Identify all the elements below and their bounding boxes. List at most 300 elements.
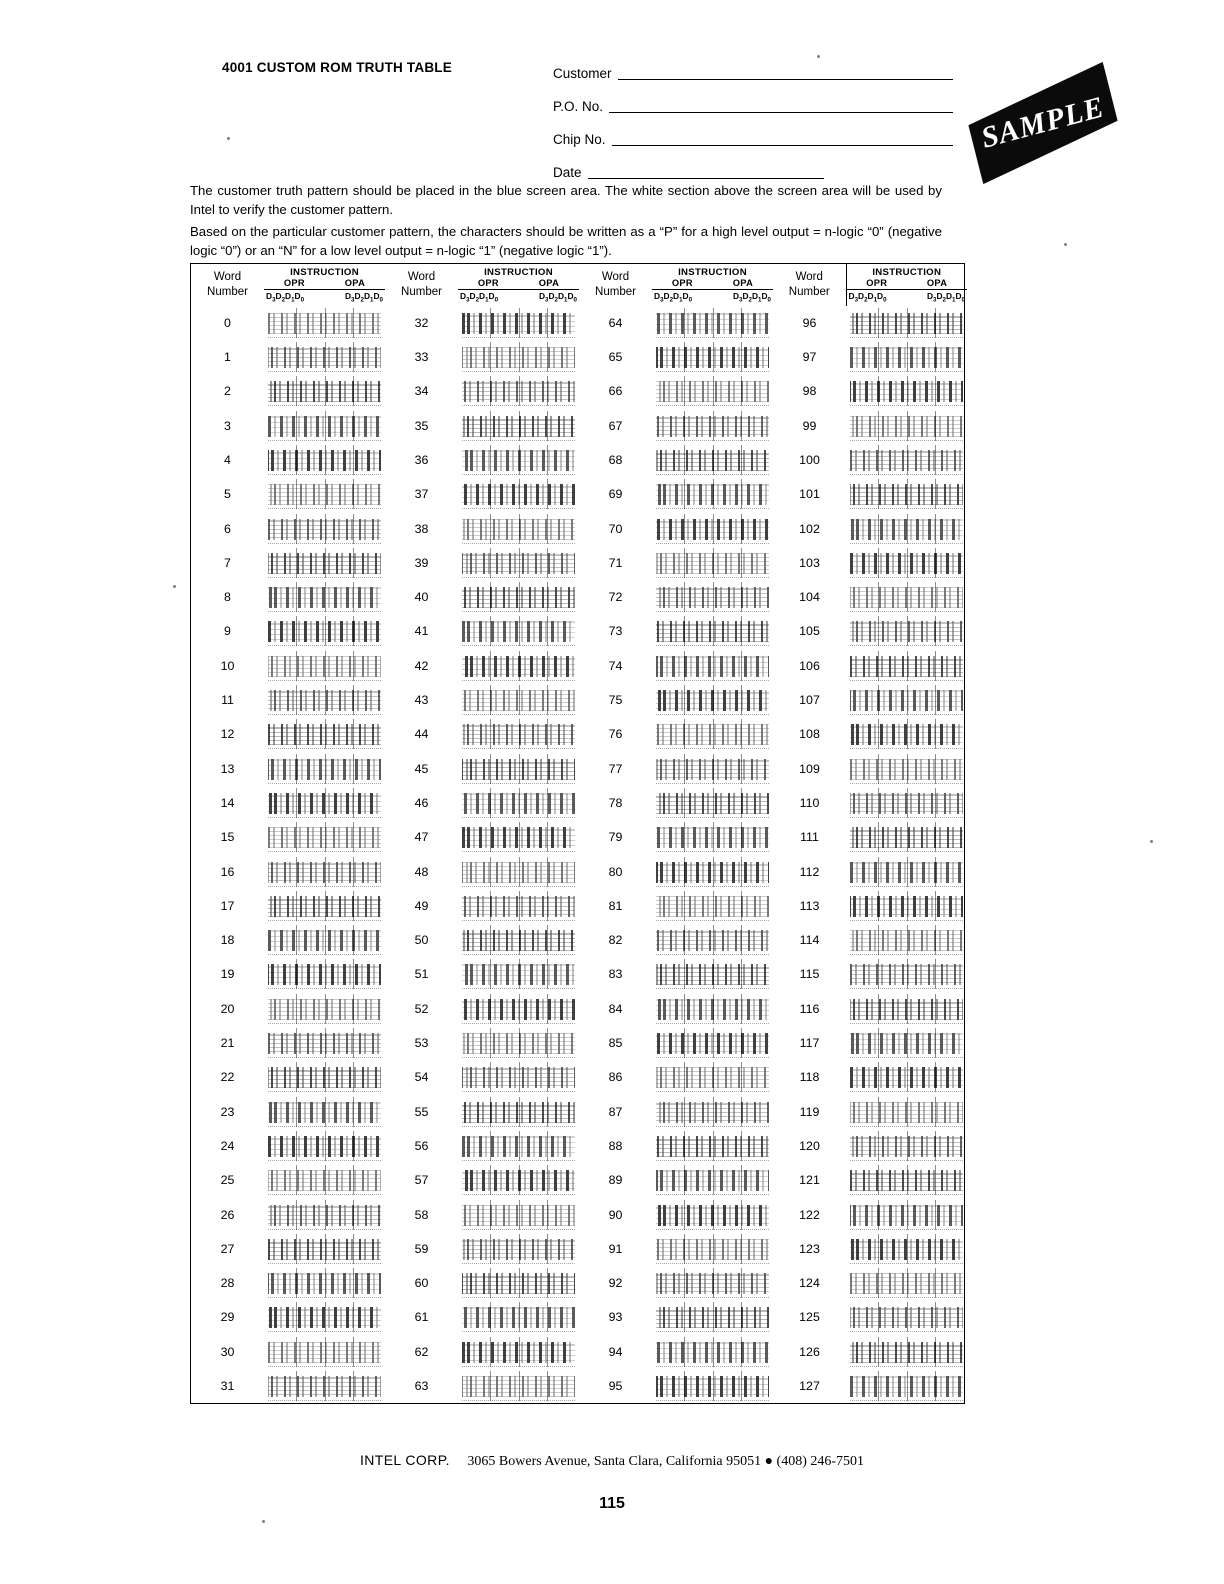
word-number-cell: 120 [799,1138,820,1153]
instruction-pattern-cell[interactable] [652,649,773,683]
instruction-pattern-cell[interactable] [264,1197,385,1231]
instruction-pattern-cell[interactable] [846,1163,967,1197]
instruction-pattern [268,822,381,852]
instruction-pattern-cell[interactable] [264,649,385,683]
instruction-pattern [850,445,963,475]
instruction-pattern-cell[interactable] [846,683,967,717]
table-row [191,1163,967,1197]
instruction-pattern [850,1062,963,1092]
instruction-pattern-cell[interactable] [458,889,579,923]
instruction-pattern-cell[interactable] [652,614,773,648]
word-number-cell: 49 [414,898,429,913]
word-number-cell: 95 [608,1379,623,1394]
word-number-cell: 121 [799,1173,820,1188]
word-number-cell: 122 [799,1207,820,1222]
sample-stamp [959,62,1126,184]
table-row [191,854,967,888]
instruction-pattern [656,616,769,646]
instruction-pattern-cell[interactable] [458,683,579,717]
instruction-pattern-cell[interactable] [652,546,773,580]
instruction-pattern [268,719,381,749]
instruction-pattern-cell[interactable] [652,340,773,374]
word-number-cell: 73 [608,624,623,639]
instruction-pattern [850,1234,963,1264]
instruction-pattern [850,342,963,372]
instruction-pattern [268,1131,381,1161]
instruction-pattern [462,822,575,852]
instruction-pattern [850,754,963,784]
word-number-cell: 71 [608,555,623,570]
instruction-pattern-cell[interactable] [846,820,967,854]
scan-speckle [173,585,176,588]
instruction-pattern-cell[interactable] [846,511,967,545]
scan-speckle [1150,840,1153,843]
word-number-cell: 88 [608,1138,623,1153]
instruction-pattern-cell[interactable] [264,992,385,1026]
instruction-pattern-cell[interactable] [846,546,967,580]
word-number-cell: 98 [802,384,817,399]
instruction-pattern-cell[interactable] [458,1232,579,1266]
word-number-cell: 60 [414,1276,429,1291]
word-number-cell: 39 [414,555,429,570]
instruction-pattern-cell[interactable] [264,374,385,408]
word-number-cell: 115 [799,967,820,982]
instruction-pattern [462,1062,575,1092]
table-row [191,1266,967,1300]
instruction-pattern [462,788,575,818]
column-header-instruction: INSTRUCTION OPR OPA $D_3D_2D_1D_0$ $D_3D_2D_1D_0$ [460,267,577,304]
word-number-cell: 1 [224,350,231,365]
instruction-pattern-cell[interactable] [264,409,385,443]
instruction-pattern [462,411,575,441]
instruction-pattern-cell[interactable] [846,889,967,923]
instruction-pattern-cell[interactable] [846,614,967,648]
instruction-pattern-cell[interactable] [846,340,967,374]
date-input-line[interactable] [588,165,824,179]
word-number-cell: 53 [414,1036,429,1051]
instruction-pattern [268,925,381,955]
instruction-pattern-cell[interactable] [264,306,385,340]
instruction-pattern [268,1062,381,1092]
instruction-pattern [850,411,963,441]
instruction-pattern [850,822,963,852]
word-number-cell: 63 [414,1379,429,1394]
instruction-pattern-cell[interactable] [264,1129,385,1163]
instruction-pattern [268,479,381,509]
instruction-pattern [268,891,381,921]
word-number-cell: 90 [608,1207,623,1222]
table-row [191,374,967,408]
word-number-cell: 27 [220,1241,235,1256]
instruction-pattern-cell[interactable] [652,752,773,786]
word-number-cell: 19 [220,967,235,982]
instruction-pattern-cell[interactable] [264,511,385,545]
instruction-pattern [462,342,575,372]
word-number-cell: 14 [220,795,235,810]
instruction-pattern-cell[interactable] [458,340,579,374]
word-number-cell: 113 [799,898,820,913]
instruction-paragraph-2: Based on the particular customer pattern, the characters should be written as a “P” for a high level output = n-logic “0” (negative logic “0”) or an “N” for a low level output = n-logic “1” (negative logic “1”). [190,224,942,258]
instruction-pattern [656,651,769,681]
instruction-pattern-cell[interactable] [846,1232,967,1266]
instruction-pattern [268,1371,381,1401]
table-row [191,1026,967,1060]
instruction-pattern-cell[interactable] [652,992,773,1026]
word-number-cell: 74 [608,658,623,673]
instruction-pattern [850,616,963,646]
instruction-pattern-cell[interactable] [264,717,385,751]
instruction-pattern-cell[interactable] [652,1232,773,1266]
instruction-pattern [268,548,381,578]
instruction-pattern [462,1200,575,1230]
instruction-pattern-cell[interactable] [846,854,967,888]
instruction-pattern-cell[interactable] [652,1335,773,1369]
instruction-pattern-cell[interactable] [652,683,773,717]
table-row [191,477,967,511]
instruction-pattern-cell[interactable] [652,854,773,888]
instruction-pattern [462,1131,575,1161]
instruction-pattern [656,1234,769,1264]
instruction-pattern-cell[interactable] [846,306,967,340]
word-number-cell: 43 [414,693,429,708]
table-row [191,752,967,786]
table-row [191,1095,967,1129]
scan-speckle [1064,243,1067,246]
instruction-pattern [850,1131,963,1161]
word-number-cell: 59 [414,1241,429,1256]
instruction-pattern [656,342,769,372]
word-number-cell: 58 [414,1207,429,1222]
instruction-pattern-cell[interactable] [846,1197,967,1231]
word-number-cell: 109 [799,761,820,776]
table-row [191,340,967,374]
instruction-pattern [656,857,769,887]
table-row [191,511,967,545]
customer-input-line[interactable] [618,66,953,80]
instruction-pattern [268,788,381,818]
instruction-pattern-cell[interactable] [458,546,579,580]
instruction-pattern [462,582,575,612]
scan-speckle [262,1520,265,1523]
instruction-pattern [268,651,381,681]
word-number-cell: 15 [220,830,235,845]
instruction-pattern-cell[interactable] [652,717,773,751]
word-number-cell: 100 [799,453,820,467]
instruction-pattern-cell[interactable] [652,1095,773,1129]
word-number-cell: 50 [414,933,429,948]
word-number-cell: 61 [414,1310,429,1325]
page-number: 115 [599,1495,625,1512]
instruction-pattern-cell[interactable] [264,580,385,614]
instruction-pattern-cell[interactable] [264,1335,385,1369]
instruction-pattern-cell[interactable] [264,546,385,580]
table-row [191,923,967,957]
instruction-pattern-cell[interactable] [458,614,579,648]
instruction-pattern-cell[interactable] [652,1300,773,1334]
word-number-cell: 40 [414,590,429,605]
instruction-pattern-cell[interactable] [264,752,385,786]
table-row [191,889,967,923]
instruction-pattern-cell[interactable] [264,889,385,923]
word-number-cell: 104 [799,590,820,605]
instruction-pattern-cell[interactable] [264,1232,385,1266]
word-number-cell: 125 [799,1310,820,1325]
instruction-pattern [850,479,963,509]
instruction-pattern [462,514,575,544]
instruction-pattern-cell[interactable] [652,1026,773,1060]
instruction-pattern [656,514,769,544]
form-row-chip-no [553,126,953,146]
instruction-pattern-cell[interactable] [264,1163,385,1197]
instruction-pattern-cell[interactable] [264,1266,385,1300]
instruction-pattern-cell[interactable] [652,306,773,340]
instruction-pattern [268,1200,381,1230]
instruction-pattern-cell[interactable] [846,1129,967,1163]
instruction-pattern-cell[interactable] [652,1197,773,1231]
word-number-cell: 26 [220,1207,235,1222]
instruction-pattern-cell[interactable] [264,683,385,717]
instruction-pattern-cell[interactable] [652,477,773,511]
word-number-cell: 7 [224,555,231,570]
instruction-pattern-cell[interactable] [846,1300,967,1334]
instruction-pattern-cell[interactable] [458,1369,579,1403]
instruction-pattern-cell[interactable] [846,1026,967,1060]
instruction-pattern [462,1165,575,1195]
instruction-pattern-cell[interactable] [458,1266,579,1300]
instruction-pattern-cell[interactable] [458,820,579,854]
instruction-pattern-cell[interactable] [264,443,385,477]
instruction-pattern [462,1234,575,1264]
word-number-cell: 25 [220,1173,235,1188]
word-number-cell: 106 [799,658,820,673]
instruction-pattern-cell[interactable] [458,854,579,888]
instruction-pattern [850,376,963,406]
instruction-pattern-cell[interactable] [264,957,385,991]
word-number-cell: 92 [608,1276,623,1291]
instruction-pattern [850,925,963,955]
instruction-pattern [850,582,963,612]
instruction-pattern-cell[interactable] [652,1266,773,1300]
instruction-pattern-cell[interactable] [458,1163,579,1197]
word-number-cell: 80 [608,864,623,879]
footer-address [0,1452,1224,1470]
instruction-pattern-cell[interactable] [458,443,579,477]
instruction-pattern-cell[interactable] [652,580,773,614]
instruction-pattern-cell[interactable] [458,1060,579,1094]
instruction-pattern [656,308,769,338]
instruction-pattern [268,582,381,612]
word-number-cell: 65 [608,350,623,365]
table-row [191,957,967,991]
word-number-cell: 54 [414,1070,429,1085]
instruction-pattern-cell[interactable] [264,1369,385,1403]
table-row [191,443,967,477]
word-number-cell: 55 [414,1104,429,1119]
instruction-pattern-cell[interactable] [846,752,967,786]
footer-company: INTEL CORP. [359,1452,450,1468]
column-header-instruction: INSTRUCTION OPR OPA $D_3D_2D_1D_0$ $D_3D_2D_1D_0$ [848,267,965,304]
instruction-pattern-cell[interactable] [846,409,967,443]
instruction-pattern-cell[interactable] [458,1335,579,1369]
column-header-word-number: Word Number [773,264,846,306]
instruction-pattern [850,994,963,1024]
instruction-pattern-cell[interactable] [846,443,967,477]
instruction-pattern-cell[interactable] [846,1095,967,1129]
instruction-pattern-cell[interactable] [846,1369,967,1403]
word-number-cell: 79 [608,830,623,845]
instruction-pattern [656,925,769,955]
word-number-cell: 81 [608,898,623,913]
instruction-pattern-cell[interactable] [652,786,773,820]
instruction-pattern-cell[interactable] [846,580,967,614]
instruction-pattern-cell[interactable] [264,854,385,888]
word-number-cell: 68 [608,453,623,467]
instruction-pattern [850,1097,963,1127]
word-number-cell: 83 [608,967,623,982]
instruction-pattern-cell[interactable] [458,477,579,511]
instruction-pattern-cell[interactable] [458,923,579,957]
table-row [191,1197,967,1231]
word-number-cell: 17 [220,898,235,913]
instruction-pattern-cell[interactable] [846,717,967,751]
instruction-pattern-cell[interactable] [458,786,579,820]
instruction-pattern-cell[interactable] [264,477,385,511]
instruction-pattern-cell[interactable] [264,1095,385,1129]
word-number-cell: 99 [802,418,817,433]
chip-no-input-line[interactable] [612,132,953,146]
table-row [191,580,967,614]
instruction-pattern-cell[interactable] [846,1060,967,1094]
word-number-cell: 119 [799,1104,820,1119]
word-number-cell: 41 [414,624,429,639]
po-no-input-line[interactable] [609,99,953,113]
instruction-pattern-cell[interactable] [652,1369,773,1403]
instruction-pattern-cell[interactable] [264,820,385,854]
instruction-pattern-cell[interactable] [652,889,773,923]
instruction-pattern [462,959,575,989]
instruction-pattern-cell[interactable] [652,820,773,854]
instruction-pattern-cell[interactable] [846,923,967,957]
instruction-pattern-cell[interactable] [846,374,967,408]
instruction-pattern [850,308,963,338]
instruction-pattern-cell[interactable] [846,992,967,1026]
instruction-pattern [268,754,381,784]
instruction-pattern-cell[interactable] [458,957,579,991]
instruction-pattern-cell[interactable] [264,786,385,820]
instruction-paragraph-1: The customer truth pattern should be placed in the blue screen area. The white section above the screen area will be used by Intel to verify the customer pattern. [190,183,942,217]
instruction-pattern [462,651,575,681]
instruction-pattern-cell[interactable] [458,752,579,786]
instruction-pattern-cell[interactable] [458,1026,579,1060]
instruction-pattern [268,959,381,989]
instruction-pattern-cell[interactable] [846,477,967,511]
word-number-cell: 8 [224,590,231,605]
instruction-pattern-cell[interactable] [264,614,385,648]
instruction-pattern [462,1097,575,1127]
instruction-pattern-cell[interactable] [458,649,579,683]
instruction-pattern-cell[interactable] [458,409,579,443]
instruction-pattern-cell[interactable] [652,957,773,991]
instruction-pattern-cell[interactable] [846,649,967,683]
word-number-cell: 93 [608,1310,623,1325]
instruction-pattern-cell[interactable] [458,992,579,1026]
word-number-cell: 38 [414,521,429,536]
instruction-pattern-cell[interactable] [458,1300,579,1334]
word-number-cell: 75 [608,693,623,708]
instruction-pattern-cell[interactable] [458,1197,579,1231]
instruction-pattern-cell[interactable] [458,511,579,545]
instruction-pattern-cell[interactable] [264,340,385,374]
instruction-pattern [656,685,769,715]
instruction-pattern [850,1028,963,1058]
instruction-pattern-cell[interactable] [652,443,773,477]
instruction-pattern-cell[interactable] [846,1266,967,1300]
instruction-pattern [656,959,769,989]
word-number-cell: 117 [799,1036,820,1051]
instruction-pattern-cell[interactable] [458,580,579,614]
instruction-pattern-cell[interactable] [846,1335,967,1369]
word-number-cell: 0 [224,315,231,330]
instruction-pattern-cell[interactable] [264,1300,385,1334]
word-number-cell: 42 [414,658,429,673]
instruction-pattern [268,376,381,406]
instruction-pattern-cell[interactable] [652,1129,773,1163]
instruction-pattern [268,445,381,475]
instruction-pattern-cell[interactable] [652,1163,773,1197]
instruction-pattern-cell[interactable] [264,923,385,957]
word-number-cell: 69 [608,487,623,502]
instruction-pattern [656,376,769,406]
word-number-cell: 48 [414,864,429,879]
column-header-instruction: INSTRUCTION OPR OPA $D_3D_2D_1D_0$ $D_3D_2D_1D_0$ [266,267,383,304]
instruction-pattern-cell[interactable] [652,923,773,957]
word-number-cell: 21 [220,1036,235,1051]
instruction-pattern [850,1371,963,1401]
scan-speckle [227,137,230,140]
instruction-pattern [268,1234,381,1264]
instruction-pattern-cell[interactable] [264,1026,385,1060]
instruction-pattern [268,1268,381,1298]
word-number-cell: 4 [224,453,231,467]
instruction-pattern-cell[interactable] [458,374,579,408]
instruction-pattern-cell[interactable] [458,717,579,751]
instruction-pattern-cell[interactable] [458,1129,579,1163]
instruction-pattern [656,788,769,818]
table-row [191,820,967,854]
instruction-pattern [850,1302,963,1332]
instruction-pattern-cell[interactable] [652,374,773,408]
word-number-cell: 108 [799,727,820,742]
word-number-cell: 70 [608,521,623,536]
word-number-cell: 44 [414,727,429,742]
instruction-pattern-cell[interactable] [652,511,773,545]
instruction-pattern-cell[interactable] [264,1060,385,1094]
instruction-pattern [656,994,769,1024]
instruction-pattern-cell[interactable] [458,306,579,340]
word-number-cell: 36 [414,453,429,467]
instruction-pattern-cell[interactable] [458,1095,579,1129]
instruction-pattern-cell[interactable] [652,1060,773,1094]
instruction-pattern [462,445,575,475]
instruction-pattern [656,411,769,441]
word-number-cell: 110 [799,795,820,810]
instruction-pattern-cell[interactable] [846,957,967,991]
instruction-pattern-cell[interactable] [846,786,967,820]
instruction-pattern [850,1268,963,1298]
word-number-cell: 78 [608,795,623,810]
instruction-pattern-cell[interactable] [652,409,773,443]
word-number-cell: 102 [799,521,820,536]
